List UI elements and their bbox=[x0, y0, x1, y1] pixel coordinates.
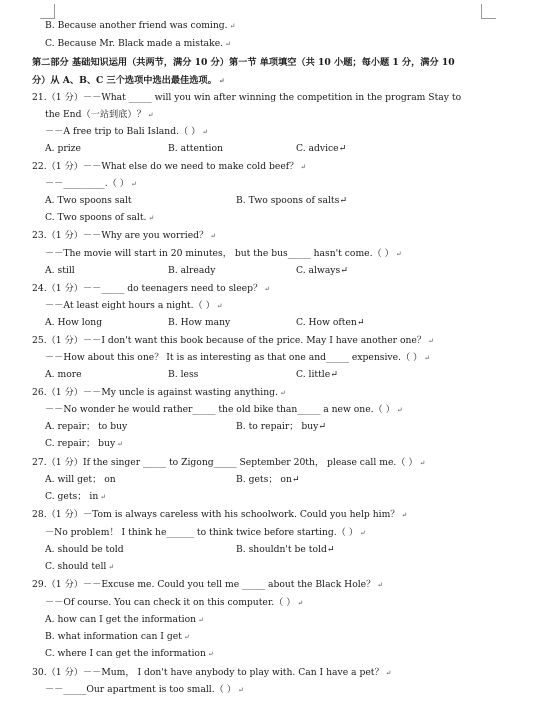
line-text: 23.（1 分）－－Why are you worried？ bbox=[32, 230, 209, 241]
answer-option: B. to repair； buy↵ bbox=[236, 421, 327, 432]
line-text: 26.（1 分）－－My uncle is against wasting anything. bbox=[32, 387, 278, 398]
section-heading bbox=[32, 75, 225, 87]
answer-option: A. should be told bbox=[45, 544, 124, 555]
question-line bbox=[32, 387, 286, 399]
paragraph-mark: ↵ bbox=[229, 22, 236, 30]
paragraph-mark: ↵ bbox=[108, 563, 115, 571]
line-text: 24.（1 分）－－_____ do teenagers need to sleep？ bbox=[32, 283, 263, 294]
question-line bbox=[32, 457, 425, 469]
answer-option: B. less bbox=[168, 369, 199, 380]
paragraph-mark: ↵ bbox=[339, 195, 348, 206]
paragraph-mark: ↵ bbox=[207, 650, 214, 658]
answer-option: B. attention bbox=[168, 143, 223, 154]
paragraph-mark: ↵ bbox=[100, 493, 107, 501]
paragraph-mark: ↵ bbox=[198, 616, 204, 624]
answer-option: A. prize bbox=[45, 143, 81, 154]
question-line bbox=[45, 597, 303, 609]
question-line bbox=[45, 491, 106, 503]
question-line bbox=[32, 335, 434, 347]
line-text: －－No wonder he would rather_____ the old bike than_____ a new one.（ ） bbox=[45, 404, 395, 415]
paragraph-mark: ↵ bbox=[326, 544, 335, 555]
paragraph-mark: ↵ bbox=[225, 40, 231, 48]
answer-option: C. little↵ bbox=[296, 369, 338, 380]
question-line bbox=[45, 109, 154, 121]
question-line bbox=[32, 579, 383, 591]
paragraph-mark: ↵ bbox=[202, 128, 209, 136]
line-text: 分）从 A、B、C 三个选项中选出最佳选项。 bbox=[32, 75, 217, 86]
question-line bbox=[45, 631, 190, 643]
paragraph-mark: ↵ bbox=[338, 143, 347, 154]
paragraph-mark: ↵ bbox=[237, 686, 244, 694]
paragraph-mark: ↵ bbox=[318, 421, 327, 432]
line-text: －－How about this one？ It is as interesting as that one and_____ expensive.（ ） bbox=[45, 352, 423, 363]
answer-option: B. shouldn't be told↵ bbox=[236, 544, 335, 555]
line-text: C. where I can get the information bbox=[45, 648, 206, 659]
paragraph-mark: ↵ bbox=[300, 163, 307, 171]
line-text: C. Two spoons of salt. bbox=[45, 212, 147, 223]
line-text: 25.（1 分）－－I don't want this book because of the price. May I have another one？ bbox=[32, 335, 427, 346]
answer-option: A. still bbox=[45, 265, 75, 276]
page-corner-mark-left bbox=[40, 4, 55, 19]
question-line bbox=[32, 509, 407, 521]
question-line bbox=[45, 300, 223, 312]
paragraph-mark: ↵ bbox=[279, 389, 286, 397]
question-line bbox=[32, 283, 270, 295]
answer-option: C. always↵ bbox=[296, 265, 348, 276]
paragraph-mark: ↵ bbox=[401, 511, 408, 519]
paragraph-mark: ↵ bbox=[428, 337, 434, 345]
paragraph-mark: ↵ bbox=[148, 214, 155, 222]
answer-option: B. Two spoons of salts↵ bbox=[236, 195, 348, 206]
line-text: C. should tell bbox=[45, 561, 107, 572]
answer-option: A. will get； on bbox=[45, 474, 116, 485]
answer-option: C. How often↵ bbox=[296, 317, 365, 328]
question-line bbox=[45, 248, 402, 260]
question-line bbox=[45, 126, 208, 138]
answer-option: C. advice↵ bbox=[296, 143, 347, 154]
paragraph-mark: ↵ bbox=[359, 529, 366, 537]
paragraph-mark: ↵ bbox=[385, 669, 392, 677]
paragraph-mark: ↵ bbox=[291, 474, 300, 485]
question-line bbox=[45, 212, 154, 224]
line-text: A. how can I get the information bbox=[45, 614, 197, 625]
line-text: C. repair； buy bbox=[45, 438, 116, 449]
paragraph-mark: ↵ bbox=[424, 354, 431, 362]
paragraph-mark: ↵ bbox=[183, 633, 190, 641]
paragraph-mark: ↵ bbox=[395, 250, 402, 258]
question-line bbox=[45, 178, 137, 190]
question-line bbox=[45, 438, 123, 450]
line-text: －－At least eight hours a night.（ ） bbox=[45, 300, 215, 311]
line-text: －No problem！ I think he______ to think twice before starting.（ ） bbox=[45, 527, 358, 538]
line-text: 30.（1 分）－－Mum， I don't have anybody to play with. Can I have a pet？ bbox=[32, 667, 384, 678]
paragraph-mark: ↵ bbox=[356, 317, 365, 328]
question-line bbox=[45, 648, 214, 660]
paragraph-mark: ↵ bbox=[377, 581, 384, 589]
line-text: 29.（1 分）－－Excuse me. Could you tell me _____ about the Black Hole？ bbox=[32, 579, 376, 590]
question-line bbox=[45, 614, 204, 626]
question-line bbox=[45, 527, 366, 539]
line-text: B. what information can I get bbox=[45, 631, 182, 642]
question-line bbox=[45, 684, 244, 696]
line-text: B. Because another friend was coming. bbox=[45, 20, 228, 31]
line-text: －－A free trip to Bali Island.（ ） bbox=[45, 126, 201, 137]
line-text: 27.（1 分）If the singer _____ to Zigong_____ September 20th， please call me.（ ） bbox=[32, 457, 418, 468]
line-text: －－_____Our apartment is too small.（ ） bbox=[45, 684, 236, 695]
question-line bbox=[45, 20, 235, 32]
paragraph-mark: ↵ bbox=[117, 440, 124, 448]
line-text: 第二部分 基础知识运用（共两节，满分 10 分）第一节 单项填空（共 10 小题；每小题 1 分，满分 10 bbox=[32, 57, 455, 68]
question-line bbox=[32, 230, 216, 242]
answer-option: A. more bbox=[45, 369, 82, 380]
paragraph-mark: ↵ bbox=[396, 406, 403, 414]
question-line bbox=[32, 92, 461, 104]
answer-option: B. gets； on↵ bbox=[236, 474, 300, 485]
question-line bbox=[45, 561, 114, 573]
line-text: the End（一站到底）？ bbox=[45, 109, 146, 120]
paragraph-mark: ↵ bbox=[340, 265, 348, 276]
answer-option: A. repair； to buy bbox=[45, 421, 128, 432]
paragraph-mark: ↵ bbox=[330, 369, 338, 380]
line-text: C. gets； in bbox=[45, 491, 99, 502]
paragraph-mark: ↵ bbox=[218, 76, 225, 85]
page-corner-mark-right bbox=[481, 4, 496, 19]
line-text: －－The movie will start in 20 minutes， but the bus_____ hasn't come.（ ） bbox=[45, 248, 394, 259]
line-text: －－_________.（ ） bbox=[45, 178, 129, 189]
paragraph-mark: ↵ bbox=[210, 232, 217, 240]
paragraph-mark: ↵ bbox=[216, 302, 223, 310]
paragraph-mark: ↵ bbox=[264, 285, 271, 293]
paragraph-mark: ↵ bbox=[130, 180, 137, 188]
question-line bbox=[45, 352, 430, 364]
line-text: C. Because Mr. Black made a mistake. bbox=[45, 38, 224, 49]
answer-option: B. How many bbox=[168, 317, 231, 328]
paragraph-mark: ↵ bbox=[297, 599, 304, 607]
answer-option: A. Two spoons salt bbox=[45, 195, 132, 206]
question-line bbox=[32, 161, 306, 173]
line-text: －－Of course. You can check it on this computer.（ ） bbox=[45, 597, 296, 608]
paragraph-mark: ↵ bbox=[419, 459, 426, 467]
answer-option: B. already bbox=[168, 265, 216, 276]
line-text: 22.（1 分）－－What else do we need to make cold beef？ bbox=[32, 161, 299, 172]
paragraph-mark: ↵ bbox=[147, 111, 154, 119]
line-text: 21.（1 分）－－What _____ will you win after winning the competition in the program Stay to bbox=[32, 92, 462, 103]
answer-option: A. How long bbox=[45, 317, 103, 328]
question-line bbox=[32, 667, 392, 679]
question-line bbox=[45, 404, 403, 416]
line-text: 28.（1 分）－Tom is always careless with his schoolwork. Could you help him？ bbox=[32, 509, 400, 520]
question-line bbox=[45, 38, 231, 50]
section-heading bbox=[32, 57, 455, 69]
